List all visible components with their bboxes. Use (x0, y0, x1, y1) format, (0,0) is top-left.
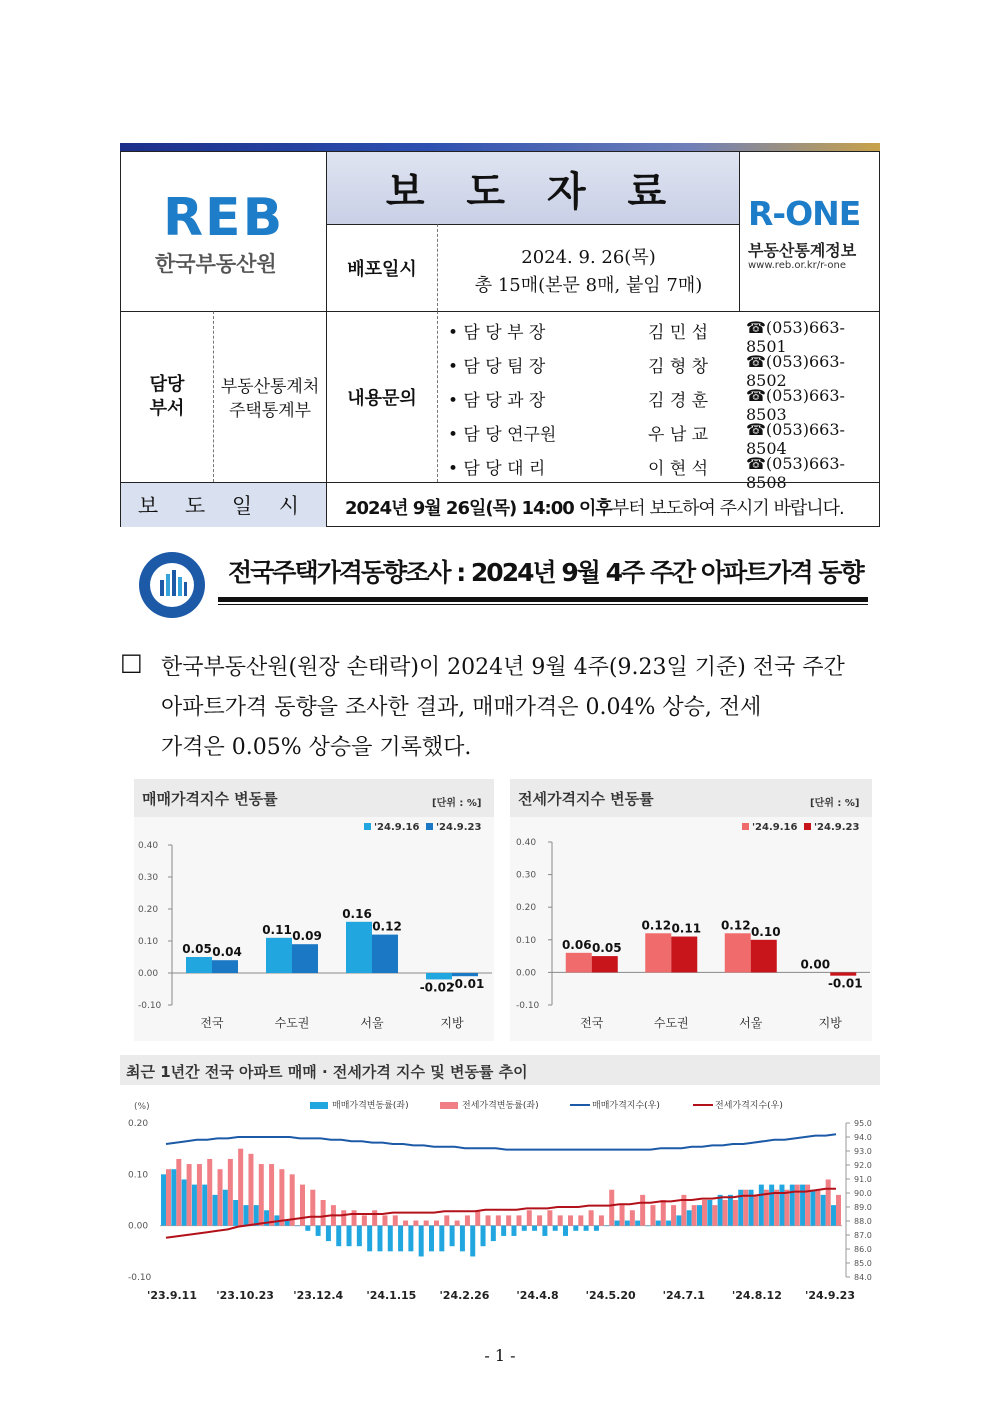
sale-chart-title: 매매가격지수 변동률 (142, 790, 278, 808)
sale-change-bar (501, 1226, 506, 1236)
data-label: 0.12 (641, 918, 672, 933)
jeonse-change-bar (826, 1179, 831, 1225)
jeonse-change-bar (702, 1200, 707, 1226)
jeonse-change-bar (434, 1221, 439, 1226)
jeonse-change-bar (372, 1210, 377, 1225)
sale-change-bar (171, 1169, 176, 1225)
x-tick-label: '24.9.23 (805, 1289, 855, 1302)
bar (346, 922, 372, 973)
sale-change-bar (243, 1205, 248, 1226)
press-release-header-table (120, 151, 880, 527)
sale-change-bar (491, 1226, 496, 1241)
sale-change-chart-panel (134, 779, 494, 1041)
right-tick-label: 93.0 (854, 1147, 872, 1156)
data-label: -0.02 (419, 980, 455, 995)
sale-change-bar (419, 1226, 424, 1257)
category-label: 전국 (580, 1016, 604, 1030)
legend-label: '24.9.23 (814, 822, 860, 833)
dist-pages: 총 15매(본문 8매, 붙임 7매) (474, 275, 703, 296)
bar (645, 933, 671, 972)
dept-name-cell (213, 311, 326, 482)
jeonse-change-bar (269, 1164, 274, 1226)
bar (292, 944, 318, 973)
contact-row (438, 414, 878, 458)
sale-change-bar (357, 1226, 362, 1247)
right-tick-label: 92.0 (854, 1161, 872, 1170)
legend-swatch (426, 823, 433, 830)
trend-chart-panel (120, 1055, 880, 1305)
contact-role: • 담 당 연구원 (448, 425, 557, 445)
x-tick-label: '23.10.23 (216, 1289, 274, 1302)
jeonse-change-bar (393, 1215, 398, 1225)
sale-change-bar (697, 1205, 702, 1226)
jeonse-change-bar (568, 1215, 573, 1225)
sale-change-chart (134, 817, 494, 1041)
jeonse-change-bar (207, 1159, 212, 1226)
y-tick-label: 0.40 (516, 838, 537, 848)
legend-label: 매매가격지수(우) (592, 1101, 660, 1111)
jeonse-change-bar (486, 1215, 491, 1225)
bar (266, 938, 292, 973)
sale-chart-unit: [단위 : %] (432, 798, 482, 809)
jeonse-change-bar (537, 1215, 542, 1225)
rone-subtitle: 부동산통계정보 (748, 241, 857, 260)
rone-url: www.reb.or.kr/r-one (748, 260, 847, 271)
jeonse-change-bar (784, 1190, 789, 1226)
left-tick-label: 0.20 (128, 1119, 149, 1129)
data-label: 0.06 (561, 937, 592, 952)
legend-swatch (742, 823, 749, 830)
jeonse-change-bar (310, 1190, 315, 1226)
sale-change-bar (676, 1215, 681, 1225)
dept-line1: 부동산통계처 (220, 377, 320, 397)
right-tick-label: 85.0 (854, 1259, 872, 1268)
jeonse-change-bar (403, 1221, 408, 1226)
data-label: 0.00 (800, 957, 831, 972)
jeonse-change-bar (413, 1221, 418, 1226)
jeonse-change-bar (362, 1215, 367, 1225)
jeonse-change-bar (300, 1185, 305, 1226)
sale-change-bar (450, 1226, 455, 1247)
contacts-cell (437, 311, 880, 492)
data-label: 0.05 (591, 941, 622, 956)
contact-phone: ☎(053)663-8503 (746, 386, 845, 424)
bar (725, 933, 751, 972)
jeonse-change-bar (712, 1205, 717, 1226)
jeonse-change-bar (496, 1215, 501, 1225)
x-tick-label: '24.7.1 (662, 1289, 705, 1302)
sale-change-bar (635, 1221, 640, 1226)
x-tick-label: '24.8.12 (731, 1289, 782, 1302)
sale-change-bar (213, 1195, 218, 1226)
sale-change-bar (326, 1226, 331, 1241)
release-text-cell (326, 482, 880, 527)
category-label: 서울 (360, 1016, 384, 1030)
sale-change-bar (656, 1221, 661, 1226)
jeonse-change-bar (527, 1210, 532, 1225)
category-label: 서울 (739, 1016, 763, 1030)
bar (751, 940, 777, 973)
legend-swatch (804, 823, 811, 830)
jeonse-change-bar (321, 1200, 326, 1226)
jeonse-change-bar (259, 1164, 264, 1226)
rone-logo-cell (739, 152, 880, 311)
sale-change-bar (439, 1226, 444, 1252)
body-line-3: 가격은 0.05% 상승을 기록했다. (161, 735, 472, 760)
y-tick-label: 0.20 (138, 905, 159, 915)
reb-logo: REB (163, 188, 285, 248)
bar (372, 935, 398, 973)
jeonse-change-chart-panel (510, 779, 872, 1041)
jeonse-change-bar (589, 1210, 594, 1225)
jeonse-change-bar (238, 1149, 243, 1226)
data-label: 0.12 (372, 919, 402, 934)
sale-change-bar (295, 1226, 300, 1227)
sale-change-bar (553, 1226, 558, 1231)
right-tick-label: 87.0 (854, 1231, 872, 1240)
category-label: 수도권 (653, 1016, 689, 1030)
dist-date: 2024. 9. 26(목) (521, 247, 656, 268)
contact-name: 김 경 훈 (648, 391, 709, 411)
header-top-bar (120, 143, 880, 151)
jeonse-change-bar (836, 1195, 841, 1226)
sale-change-bar (769, 1185, 774, 1226)
release-note: 부터 보도하여 주시기 바랍니다. (611, 498, 844, 519)
y-tick-label: 0.00 (138, 969, 159, 979)
jeonse-change-bar (279, 1169, 284, 1225)
jeonse-change-bar (661, 1200, 666, 1226)
y-tick-label: -0.10 (138, 1001, 162, 1011)
jeonse-change-bar (578, 1215, 583, 1225)
legend-label: 매매가격변동률(좌) (332, 1101, 409, 1111)
jeonse-change-bar (547, 1210, 552, 1225)
jeonse-change-bar (424, 1221, 429, 1226)
contact-phone: ☎(053)663-8502 (746, 352, 845, 390)
legend-swatch (310, 1102, 328, 1109)
sale-change-bar (481, 1226, 486, 1247)
sale-change-bar (305, 1226, 310, 1231)
sale-change-bar (511, 1226, 516, 1236)
jeonse-change-bar (815, 1190, 820, 1226)
jeonse-chart-unit: [단위 : %] (810, 798, 860, 809)
jeonse-change-bar (692, 1205, 697, 1226)
contact-role: • 담 당 부 장 (448, 323, 546, 343)
jeonse-change-bar (475, 1210, 480, 1225)
legend-label: '24.9.16 (752, 822, 798, 833)
contact-name: 우 남 교 (648, 425, 709, 445)
release-time: 2024년 9월 26일(목) 14:00 이후 (345, 498, 612, 519)
data-label: -0.01 (449, 977, 485, 992)
legend-swatch (364, 823, 371, 830)
jeonse-change-bar (609, 1190, 614, 1226)
sale-change-bar (223, 1190, 228, 1226)
national-statistics-badge (132, 550, 212, 620)
sale-change-bar (625, 1221, 630, 1226)
sale-change-bar (285, 1221, 290, 1226)
jeonse-change-bar (558, 1215, 563, 1225)
sale-change-bar (336, 1226, 341, 1247)
section-title-rule-thin (218, 604, 868, 605)
dist-info-cell (437, 224, 739, 311)
sale-change-bar (182, 1179, 187, 1225)
contact-name: 김 민 섭 (648, 323, 709, 343)
y-tick-label: 0.30 (516, 870, 537, 881)
bar (671, 937, 697, 973)
y-tick-label: 0.30 (138, 873, 159, 883)
right-tick-label: 94.0 (854, 1133, 872, 1142)
right-tick-label: 95.0 (854, 1119, 872, 1128)
left-tick-label: 0.00 (128, 1221, 149, 1232)
dept-label: 담당 부서 (121, 311, 213, 482)
data-label: 0.11 (262, 922, 292, 937)
data-label: 0.11 (671, 921, 702, 936)
release-label: 보 도 일 시 (121, 482, 326, 527)
sale-change-bar (573, 1226, 578, 1231)
category-label: 지방 (818, 1016, 842, 1030)
jeonse-change-bar (166, 1169, 171, 1225)
sale-change-bar (821, 1195, 826, 1226)
bar (830, 972, 856, 975)
sale-change-bar (161, 1174, 166, 1225)
sale-change-bar (831, 1205, 836, 1226)
jeonse-change-bar (228, 1159, 233, 1226)
sale-change-bar (718, 1195, 723, 1226)
contact-row (438, 380, 878, 424)
right-tick-label: 89.0 (854, 1203, 872, 1212)
press-title-cell (326, 152, 739, 224)
right-tick-label: 86.0 (854, 1245, 872, 1254)
sale-change-bar (522, 1226, 527, 1231)
jeonse-change-bar (187, 1164, 192, 1226)
jeonse-change-bar (620, 1205, 625, 1226)
sale-change-bar (563, 1226, 568, 1236)
checkbox-bullet: □ (120, 648, 143, 676)
jeonse-change-bar (640, 1195, 645, 1226)
jeonse-change-bar (671, 1205, 676, 1226)
jeonse-change-bar (290, 1174, 295, 1225)
jeonse-change-bar (218, 1169, 223, 1225)
y-tick-label: -0.10 (516, 1001, 540, 1011)
jeonse-change-bar (754, 1195, 759, 1226)
sale-change-bar (604, 1226, 609, 1227)
sale-change-bar (666, 1221, 671, 1226)
bar (186, 957, 212, 973)
sale-change-bar (233, 1200, 238, 1226)
bar (566, 953, 592, 973)
x-tick-label: '24.5.20 (585, 1289, 636, 1302)
data-label: 0.04 (212, 945, 242, 960)
sale-change-bar (254, 1205, 259, 1226)
reb-org-name: 한국부동산원 (155, 252, 277, 276)
sale-change-bar (542, 1226, 547, 1236)
legend-label: '24.9.16 (374, 822, 420, 833)
dept-line2: 주택통계부 (228, 401, 312, 421)
jeonse-change-bar (506, 1215, 511, 1225)
trend-chart-title: 최근 1년간 전국 아파트 매매 · 전세가격 지수 및 변동률 추이 (126, 1063, 528, 1081)
legend-label: '24.9.23 (436, 822, 482, 833)
jeonse-change-bar (723, 1200, 728, 1226)
bar (212, 960, 238, 973)
sale-change-bar (192, 1185, 197, 1226)
jeonse-change-bar (650, 1205, 655, 1226)
legend-label: 전세가격지수(우) (715, 1101, 783, 1111)
contact-phone: ☎(053)663-8508 (746, 454, 845, 492)
x-tick-label: '24.4.8 (516, 1289, 559, 1302)
rone-logo: R-ONE (748, 194, 861, 233)
trend-chart (120, 1087, 880, 1305)
x-tick-label: '24.1.15 (366, 1289, 417, 1302)
x-tick-label: '23.9.11 (147, 1289, 197, 1302)
contact-row (438, 448, 878, 492)
reb-logo-cell (121, 152, 326, 311)
jeonse-change-bar (455, 1221, 460, 1226)
body-line-1: 한국부동산원(원장 손태락)이 2024년 9월 4주(9.23일 기준) 전국 주간 (161, 655, 845, 680)
section-title-rule (218, 597, 868, 602)
contact-name: 김 형 창 (648, 357, 709, 377)
jeonse-change-bar (197, 1164, 202, 1226)
sale-change-bar (615, 1221, 620, 1226)
sale-change-bar (429, 1226, 434, 1252)
y-tick-label: 0.10 (516, 935, 537, 946)
jeonse-change-chart (510, 817, 872, 1041)
data-label: 0.12 (720, 918, 751, 933)
data-label: 0.09 (292, 929, 322, 944)
category-label: 수도권 (274, 1016, 310, 1030)
jeonse-change-bar (774, 1190, 779, 1226)
contact-row (438, 346, 878, 390)
release-text (345, 494, 844, 520)
body-line-2: 아파트가격 동향을 조사한 결과, 매매가격은 0.04% 상승, 전세 (161, 695, 762, 720)
data-label: -0.01 (827, 976, 863, 991)
legend-label: 전세가격변동률(좌) (462, 1101, 539, 1111)
sale-change-bar (532, 1226, 537, 1231)
bar (452, 973, 478, 976)
right-tick-label: 91.0 (854, 1175, 872, 1184)
sale-change-bar (460, 1226, 465, 1252)
sale-change-bar (316, 1226, 321, 1236)
y-tick-label: 0.10 (138, 937, 159, 947)
y-tick-label: 0.00 (516, 968, 537, 979)
contact-phone: ☎(053)663-8504 (746, 420, 845, 458)
contact-name: 이 현 석 (648, 459, 709, 479)
right-tick-label: 90.0 (854, 1189, 872, 1198)
y-tick-label: 0.40 (138, 841, 159, 851)
right-tick-label: 88.0 (854, 1217, 872, 1226)
inquiry-label: 내용문의 (326, 311, 437, 482)
jeonse-change-bar (352, 1210, 357, 1225)
sale-change-bar (687, 1210, 692, 1225)
sale-change-bar (779, 1185, 784, 1226)
sale-change-bar (377, 1226, 382, 1252)
sale-change-bar (645, 1226, 650, 1227)
page-number: - 1 - (484, 1346, 516, 1365)
sale-change-bar (408, 1226, 413, 1252)
sale-change-bar (202, 1185, 207, 1226)
sale-change-bar (388, 1226, 393, 1252)
contact-row (438, 312, 878, 356)
contact-role: • 담 당 과 장 (448, 391, 546, 411)
section-title: 전국주택가격동향조사 : 2024년 9월 4주 주간 아파트가격 동향 (228, 558, 863, 587)
category-label: 전국 (200, 1016, 224, 1030)
jeonse-chart-title: 전세가격지수 변동률 (518, 790, 654, 808)
sale-change-bar (728, 1195, 733, 1226)
jeonse-change-bar (599, 1215, 604, 1225)
sale-change-bar (347, 1226, 352, 1247)
left-tick-label: -0.10 (128, 1273, 152, 1283)
right-tick-label: 84.0 (854, 1273, 872, 1282)
jeonse-change-bar (382, 1215, 387, 1225)
data-label: 0.16 (342, 906, 372, 921)
legend-swatch (440, 1102, 458, 1109)
x-tick-label: '24.2.26 (439, 1289, 490, 1302)
jeonse-change-bar (248, 1154, 253, 1226)
sale-change-bar (470, 1226, 475, 1257)
bar (426, 973, 452, 979)
jeonse-change-bar (444, 1215, 449, 1225)
sale-change-bar (398, 1226, 403, 1252)
jeonse-change-bar (630, 1210, 635, 1225)
left-tick-label: 0.10 (128, 1170, 149, 1181)
y-unit-label: (%) (134, 1102, 150, 1112)
sale-change-bar (707, 1200, 712, 1226)
jeonse-change-bar (176, 1159, 181, 1226)
jeonse-change-bar (516, 1215, 521, 1225)
sale-change-bar (810, 1190, 815, 1226)
data-label: 0.05 (182, 942, 212, 956)
contact-role: • 담 당 대 리 (448, 459, 546, 479)
press-title: 보 도 자 료 (385, 168, 681, 215)
x-tick-label: '23.12.4 (293, 1289, 344, 1302)
sale-index-line (166, 1134, 836, 1149)
sale-change-bar (367, 1226, 372, 1252)
sale-change-bar (759, 1185, 764, 1226)
jeonse-change-bar (341, 1210, 346, 1225)
jeonse-change-bar (465, 1215, 470, 1225)
sale-change-bar (584, 1226, 589, 1231)
dist-label: 배포일시 (326, 224, 437, 311)
sale-change-bar (594, 1226, 599, 1231)
data-label: 0.10 (750, 924, 781, 939)
category-label: 지방 (440, 1016, 464, 1030)
y-tick-label: 0.20 (516, 903, 537, 914)
contact-phone: ☎(053)663-8501 (746, 318, 845, 356)
contact-role: • 담 당 팀 장 (448, 357, 546, 377)
jeonse-change-bar (733, 1200, 738, 1226)
bar (592, 956, 618, 972)
